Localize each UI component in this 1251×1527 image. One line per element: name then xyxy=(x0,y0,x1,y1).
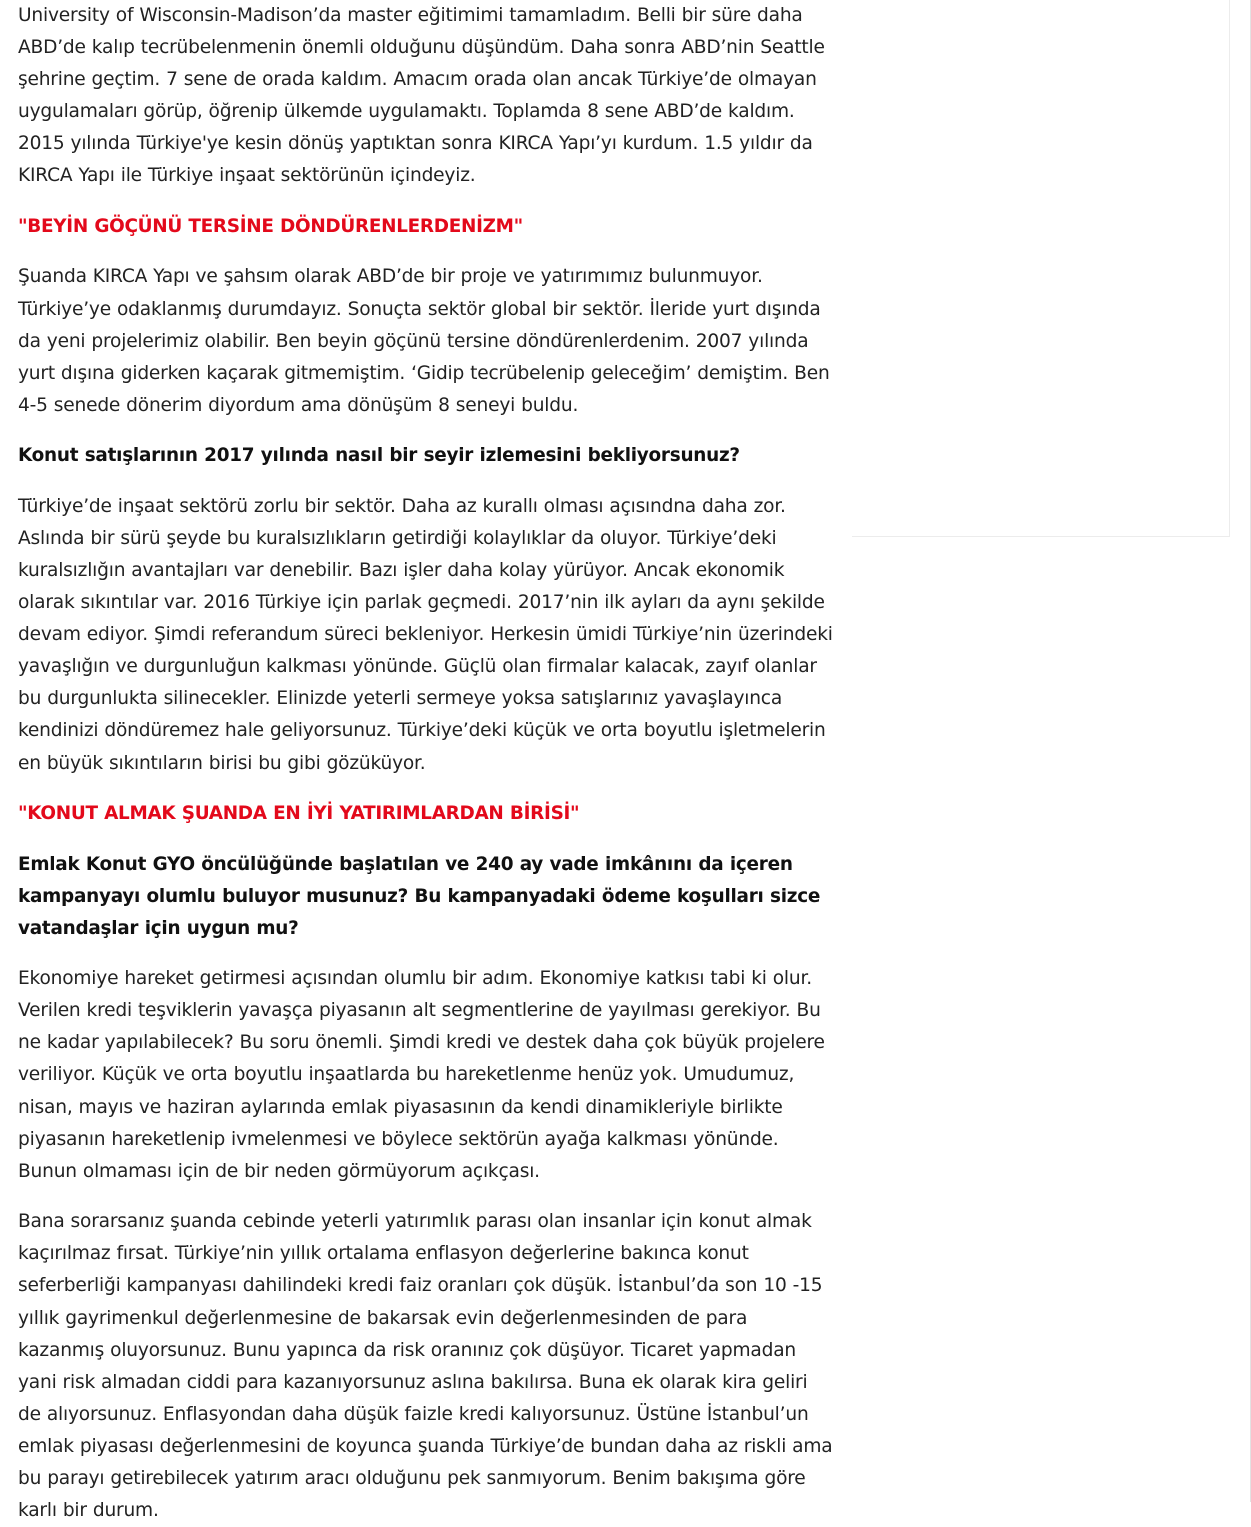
paragraph-brain-drain: Şuanda KIRCA Yapı ve şahsım olarak ABD’de bir proje ve yatırımımız bulunmuyor. Türkiye’ye odaklanmış durumdayız. Sonuçta sektör global bir sektör. İleride yurt dışında da yeni projelerimiz olabilir. Ben beyin göçünü tersine döndürenlerdenim. 2007 yılında yurt dışına giderken kaçarak gitmemiştim. ‘Gidip tecrübelenip geleceğim’ demiştim. Ben 4-5 senede dönerim diyordum ama dönüşüm 8 seneyi buldu. xyxy=(18,266,830,416)
paragraph-investment-advice: Bana sorarsanız şuanda cebinde yeterli yatırımlık parası olan insanlar için konut almak kaçırılmaz fırsat. Türkiye’nin yıllık ortalama enflasyon değerlerine bakınca konut seferberliği kampanyası dahilindeki kredi faiz oranları çok düşük. İstanbul’da son 10 -15 yıllık gayrimenkul değerlenmesine de bakarsak evin değerlenmesinden de para kazanmış oluyorsunuz. Bunu yapınca da risk oranınız çok düşüyor. Ticaret yapmadan yani risk almadan ciddi para kazanıyorsunuz aslına bakılırsa. Buna ek olarak kira geliri de alıyorsunuz. Enflasyondan daha düşük faizle kredi kalıyorsunuz. Üstüne İstanbul’un emlak piyasası değerlenmesini de koyunca şuanda Türkiye’de bundan daha az riskli ama bu parayı getirebilecek yatırım aracı olduğunu pek sanmıyorum. Benim bakışıma göre karlı bir durum. xyxy=(18,1211,833,1522)
paragraph-education: University of Wisconsin-Madison’da master eğitimimi tamamladım. Belli bir süre daha ABD’de kalıp tecrübelenmenin önemli olduğunu düşündüm. Daha sonra ABD’nin Seattle şehrine geçtim. 7 sene de orada kaldım. Amacım orada olan ancak Türkiye’de olmayan uygulamaları görüp, öğrenip ülkemde uygulamaktı. Toplamda 8 sene ABD’de kaldım. 2015 yılında Türkiye'ye kesin dönüş yaptıktan sonra KIRCA Yapı’yı kurdum. 1.5 yıldır da KIRCA Yapı ile Türkiye inşaat sektörünün içindeyiz. xyxy=(18,5,825,187)
interview-question-campaign: Emlak Konut GYO öncülüğünde başlatılan ve 240 ay vade imkânını da içeren kampanyayı olumlu buluyor musunuz? Bu kampanyadaki ödeme koşulları sizce vatandaşlar için uygun mu? xyxy=(18,853,821,939)
section-heading-best-investment: "KONUT ALMAK ŞUANDA EN İYİ YATIRIMLARDAN BİRİSİ" xyxy=(18,803,580,825)
article-body xyxy=(18,0,833,1527)
paragraph-sector-outlook: Türkiye’de inşaat sektörü zorlu bir sektör. Daha az kurallı olması açısındna daha zor. Aslında bir sürü şeyde bu kuralsızlıkların getirdiği kolaylıklar da oluyor. Türkiye’deki kuralsızlığın avantajları var denebilir. Bazı işler daha kolay yürüyor. Ancak ekonomik olarak sıkıntılar var. 2016 Türkiye için parlak geçmedi. 2017’nin ilk ayları da aynı şekilde devam ediyor. Şimdi referandum süreci bekleniyor. Herkesin ümidi Türkiye’nin üzerindeki yavaşlığın ve durgunluğun kalkması yönünde. Güçlü olan firmalar kalacak, zayıf olanlar bu durgunlukta silinecekler. Elinizde yeterli sermeye yoksa satışlarınız yavaşlayınca kendinizi döndüremez hale geliyorsunuz. Türkiye’deki küçük ve orta boyutlu işletmelerin en büyük sıkıntıların birisi bu gibi gözüküyor. xyxy=(18,495,833,774)
paragraph-campaign-answer: Ekonomiye hareket getirmesi açısından olumlu bir adım. Ekonomiye katkısı tabi ki olur. Verilen kredi teşviklerin yavaşça piyasanın alt segmentlerine de yayılması gerekiyor. Bu ne kadar yapılabilecek? Bu soru önemli. Şimdi kredi ve destek daha çok büyük projelere veriliyor. Küçük ve orta boyutlu inşaatlarda bu hareketlenme henüz yok. Umudumuz, nisan, mayıs ve haziran aylarında emlak piyasasının da kendi dinamikleriyle birlikte piyasanın hareketlenip ivmelenmesi ve böylece sektörün ayağa kalkması yönünde. Bunun olmaması için de bir neden görmüyorum açıkçası. xyxy=(18,968,825,1182)
interview-question-2017-sales: Konut satışlarının 2017 yılında nasıl bir seyir izlemesini bekliyorsunuz? xyxy=(18,445,740,467)
sidebar-widget xyxy=(852,0,1230,537)
section-heading-brain-drain: "BEYİN GÖÇÜNÜ TERSİNE DÖNDÜRENLERDENİZM" xyxy=(18,215,523,237)
